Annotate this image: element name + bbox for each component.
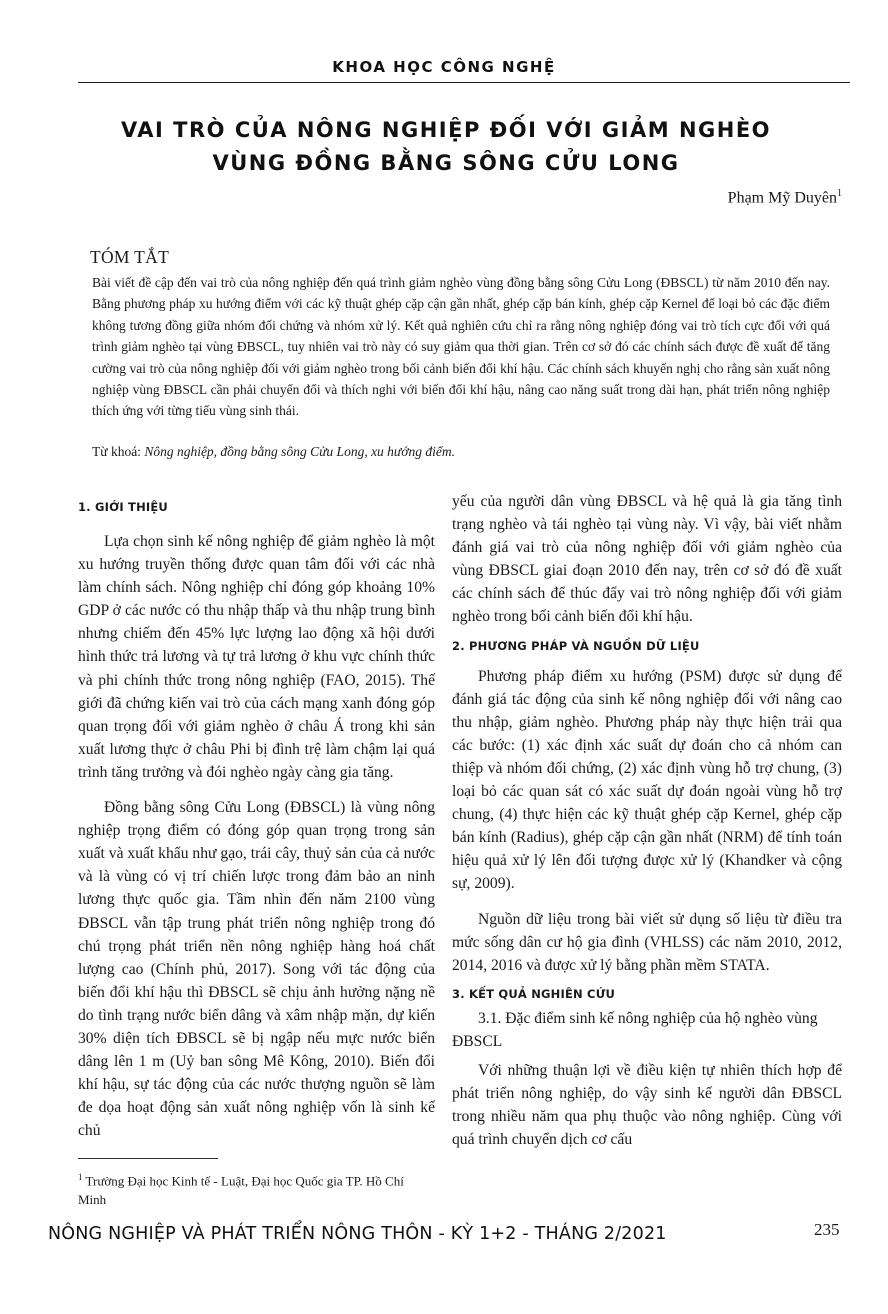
author-name: Phạm Mỹ Duyên [727,189,837,207]
page-number: 235 [814,1220,840,1239]
article-title-line-2: VÙNG ĐỒNG BẰNG SÔNG CỬU LONG [212,151,680,175]
footnote-text: Trường Đại học Kinh tế - Luật, Đại học Quốc gia TP. Hồ Chí Minh [78,1173,404,1208]
section-1-paragraph-1: Lựa chọn sinh kế nông nghiệp để giảm nghèo là một xu hướng truyền thống được quan tâm đối với các nhà làm chính sách. Nông nghiệp chỉ đóng góp khoảng 10% GDP ở các nước có thu nhập thấp và thu nhập trung bình nhưng chiếm đến 45% lực lượng lao động xã hội dưới hình thức trả lương và tự trả lương ở khu vực chính thức và phi chính thức trong nông nghiệp (FAO, 2015). Thế giới đã chứng kiến vai trò của cách mạng xanh đóng góp quan trọng đối với giảm nghèo ở châu Á trong khi sản xuất lương thực ở châu Phi bị đình trệ làm chậm lại quá trình tăng trưởng và đói nghèo ngày càng gia tăng. [78,533,435,781]
left-column [78,500,435,1142]
journal-footer: NÔNG NGHIỆP VÀ PHÁT TRIỂN NÔNG THÔN - KỲ 1+2 - THÁNG 2/2021 [48,1224,667,1244]
keywords-list: Nông nghiệp, đồng bằng sông Cửu Long, xu hướng điểm. [144,444,455,459]
abstract-heading: TÓM TẮT [90,247,170,267]
section-2-paragraph-2: Nguồn dữ liệu trong bài viết sử dụng số liệu từ điều tra mức sống dân cư hộ gia đình (VHLSS) các năm 2010, 2012, 2014, 2016 và được xử lý bằng phần mềm STATA. [452,910,842,974]
abstract-text: Bài viết đề cập đến vai trò của nông nghiệp đến quá trình giảm nghèo vùng đồng bằng sông Cửu Long (ĐBSCL) từ năm 2010 đến nay. Bằng phương pháp xu hướng điểm với các kỹ thuật ghép cặp cận gần nhất, ghép cặp bán kính, ghép cặp Kernel để loại bỏ các đặc điểm không tương đồng giữa nhóm đối chứng và nhóm xử lý. Kết quả nghiên cứu chỉ ra rằng nông nghiệp đóng vai trò tích cực đối với quá trình giảm nghèo tại vùng ĐBSCL, tuy nhiên vai trò này có suy giảm qua thời gian. Trên cơ sở đó các chính sách được đề xuất để tăng cường vai trò của nông nghiệp đối với giảm nghèo trong bối cảnh biến đổi khí hậu. Các chính sách khuyến nghị cho rằng sản xuất nông nghiệp vùng ĐBSCL cần phải chuyển đổi và thích nghi với biến đổi khí hậu, nâng cao năng suất trong dài hạn, phát triển nông nghiệp thích ứng với từng tiểu vùng sinh thái. [92,275,830,419]
header-rule [78,82,850,83]
section-1-heading: 1. GIỚI THIỆU [78,500,168,514]
section-3-paragraph-1: Với những thuận lợi về điều kiện tự nhiên thích hợp để phát triển nông nghiệp, do vậy sinh kế người dân ĐBSCL trong nhiều năm qua phụ thuộc vào nông nghiệp. Cùng với quá trình chuyển dịch cơ cấu [452,1061,842,1149]
section-2-heading: 2. PHƯƠNG PHÁP VÀ NGUỒN DỮ LIỆU [452,638,700,653]
section-2-paragraph-1: Phương pháp điểm xu hướng (PSM) được sử dụng để đánh giá tác động của sinh kế nông nghiệp đối với nâng cao thu nhập, giảm nghèo. Phương pháp này thực hiện trải qua các bước: (1) xác định xác suất dự đoán cho cả nhóm can thiệp và nhóm đối chứng, (2) xác định vùng hỗ trợ chung, (3) loại bỏ các quan sát có xác suất dự đoán ngoài vùng hỗ trợ chung, (4) thực hiện các kỹ thuật ghép cặp Kernel, ghép cặp bán kính (Radius), ghép cặp cận gần nhất (NRM) để tính toán hiệu quả xử lý lên đối tượng được xử lý (Khandker và cộng sự, 2009). [452,667,842,893]
footnote-rule [78,1158,218,1159]
journal-section-header: KHOA HỌC CÔNG NGHỆ [332,58,556,76]
keywords-label: Từ khoá: [92,444,141,459]
footnote [78,1168,428,1209]
section-1-paragraph-3: yếu của người dân vùng ĐBSCL và hệ quả là gia tăng tình trạng nghèo và tái nghèo tại vùng này. Vì vậy, bài viết nhằm đánh giá vai trò của nông nghiệp đối với giảm nghèo của vùng ĐBSCL giai đoạn 2010 đến nay, trên cơ sở đó đề xuất các chính sách để thúc đẩy vai trò nông nghiệp đối với giảm nghèo trong bối cảnh biến đổi khí hậu. [452,493,842,626]
footnote-marker: 1 [78,1172,83,1182]
right-column [452,490,842,1151]
section-1-paragraph-2: Đồng bằng sông Cửu Long (ĐBSCL) là vùng nông nghiệp trọng điểm có đóng góp quan trọng trong sản xuất và xuất khẩu như gạo, trái cây, thuỷ sản của cả nước và là vùng có vị trí chiến lược trong đảm bảo an ninh lương thực quốc gia. Tầm nhìn đến năm 2100 vùng ĐBSCL vẫn tập trung phát triển nông nghiệp trong đó chú trọng phát triển nền nông nghiệp hàng hoá chất lượng cao (Chính phủ, 2017). Song với tác động của biến đổi khí hậu thì ĐBSCL sẽ chịu ảnh hưởng nặng nề do tình trạng nước biển dâng và xâm nhập mặn, dự kiến 30% diện tích ĐBSCL sẽ bị ngập nếu mực nước biển dâng lên 1 m (Uỷ ban sông Mê Kông, 2010). Biến đổi khí hậu, sự tác động của các nước thượng nguồn sẽ làm đe dọa hoạt động sản xuất nông nghiệp vốn là sinh kế chủ [78,799,435,1140]
section-3-heading: 3. KẾT QUẢ NGHIÊN CỨU [452,986,616,1001]
section-3-1-heading: 3.1. Đặc điểm sinh kế nông nghiệp của hộ nghèo vùng ĐBSCL [452,1009,818,1050]
article-title-line-1: VAI TRÒ CỦA NÔNG NGHIỆP ĐỐI VỚI GIẢM NGHÈO [120,118,772,142]
keywords [92,442,830,462]
author-affiliation-marker: 1 [837,188,842,199]
author [728,188,842,207]
